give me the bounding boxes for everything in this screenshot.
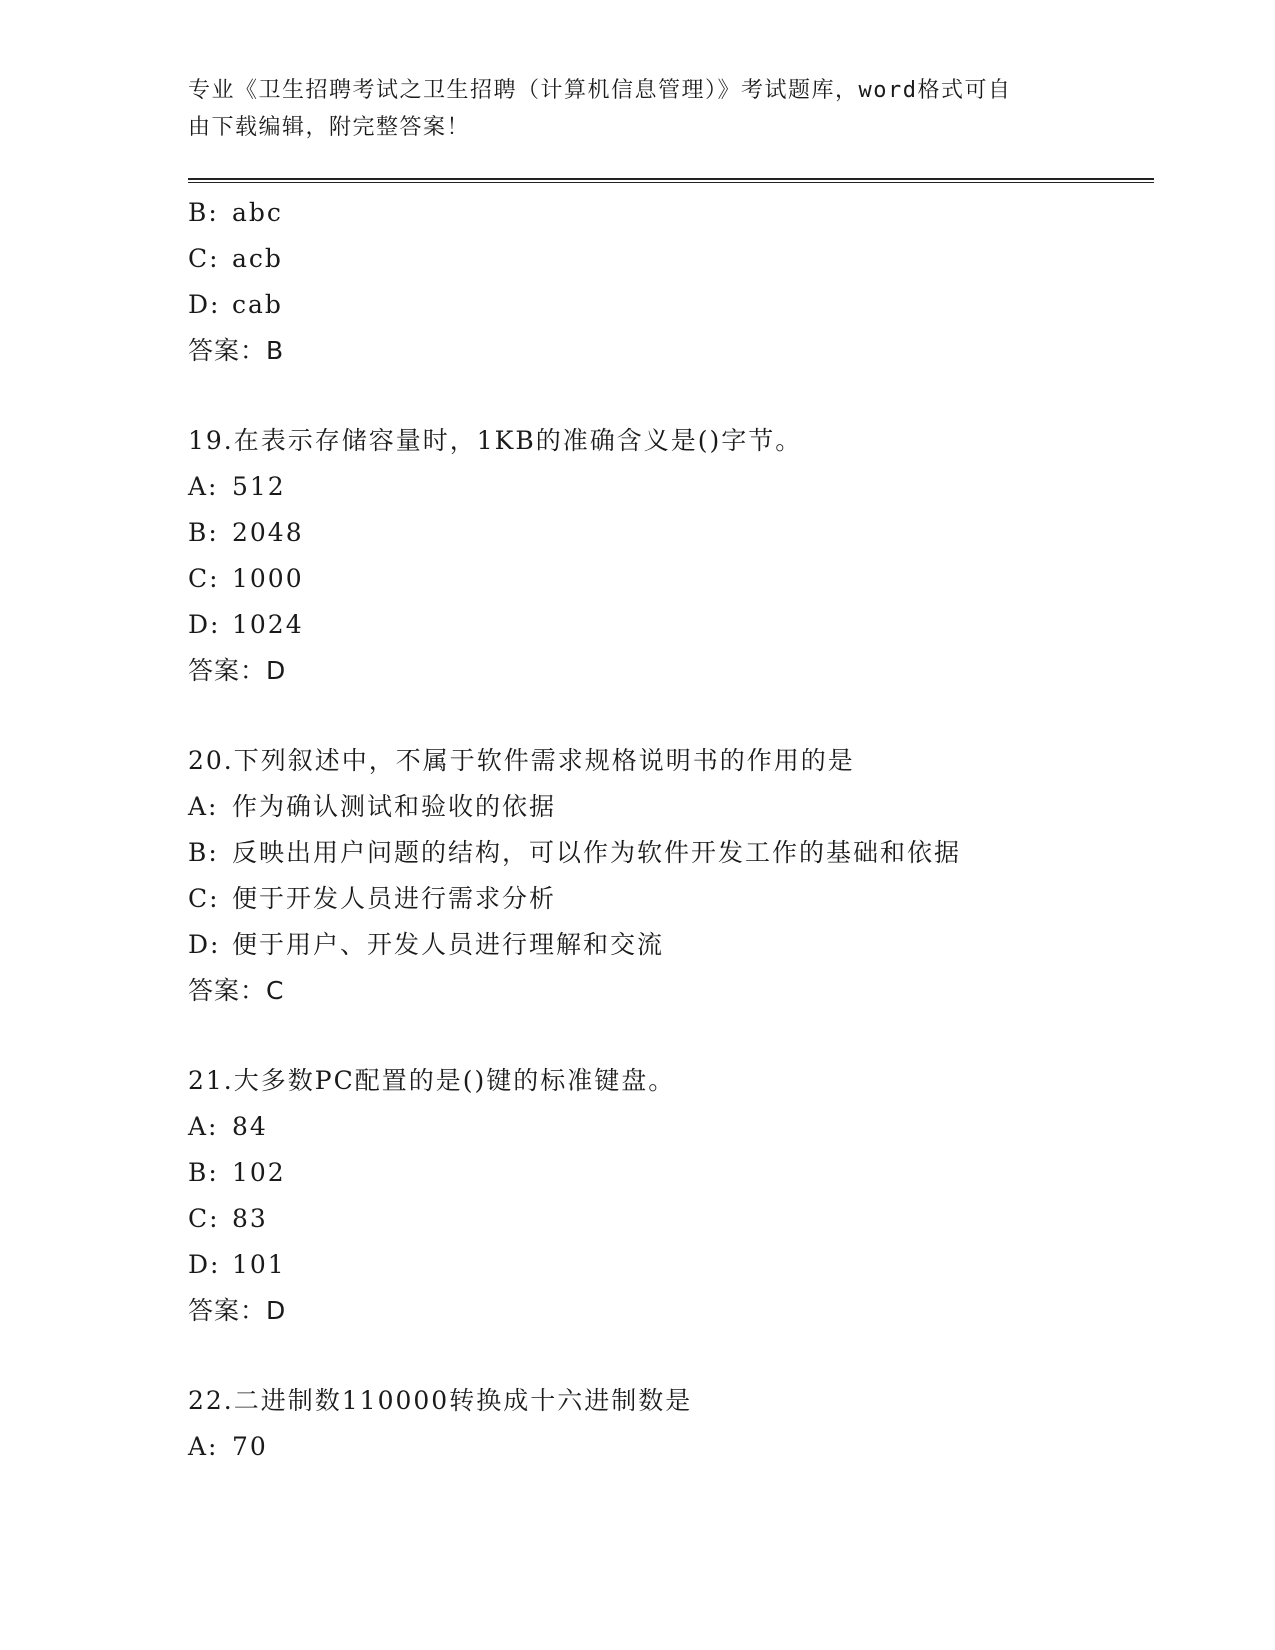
option-c: C: 1000	[188, 564, 304, 593]
question-stem: 21.大多数PC配置的是()键的标准键盘。	[188, 1066, 676, 1095]
option-b: B: 102	[188, 1158, 286, 1187]
option-b: B: 2048	[188, 518, 304, 547]
option-c: C: acb	[188, 244, 283, 273]
question-block-20	[188, 738, 1148, 1014]
question-stem: 19.在表示存储容量时，1KB的准确含义是()字节。	[188, 426, 803, 455]
option-c: C: 83	[188, 1204, 268, 1233]
document-header	[188, 72, 1068, 146]
question-block-22	[188, 1378, 1148, 1470]
answer-line: 答案：D	[188, 656, 287, 685]
header-rule-thick	[188, 178, 1154, 180]
answer-line: 答案：C	[188, 976, 285, 1005]
option-c: C: 便于开发人员进行需求分析	[188, 884, 557, 913]
option-d: D: 便于用户、开发人员进行理解和交流	[188, 930, 665, 959]
question-list	[188, 190, 1148, 1470]
option-d: D: 101	[188, 1250, 286, 1279]
header-line-1: 专业《卫生招聘考试之卫生招聘（计算机信息管理）》考试题库，word格式可自	[188, 78, 1012, 103]
question-stem: 20.下列叙述中，不属于软件需求规格说明书的作用的是	[188, 746, 855, 775]
option-a: A: 84	[188, 1112, 268, 1141]
option-d: D: 1024	[188, 610, 304, 639]
option-d: D: cab	[188, 290, 283, 319]
question-block-19	[188, 418, 1148, 694]
answer-line: 答案：D	[188, 1296, 287, 1325]
option-a: A: 70	[188, 1432, 268, 1461]
option-b: B: abc	[188, 198, 283, 227]
question-block-previous	[188, 190, 1148, 374]
question-block-21	[188, 1058, 1148, 1334]
header-rule-thin	[188, 182, 1154, 183]
option-a: A: 512	[188, 472, 286, 501]
header-line-2: 由下载编辑，附完整答案！	[188, 115, 471, 140]
answer-line: 答案：B	[188, 336, 285, 365]
question-stem: 22.二进制数110000转换成十六进制数是	[188, 1386, 693, 1415]
option-b: B: 反映出用户问题的结构，可以作为软件开发工作的基础和依据	[188, 838, 962, 867]
option-a: A: 作为确认测试和验收的依据	[188, 792, 557, 821]
